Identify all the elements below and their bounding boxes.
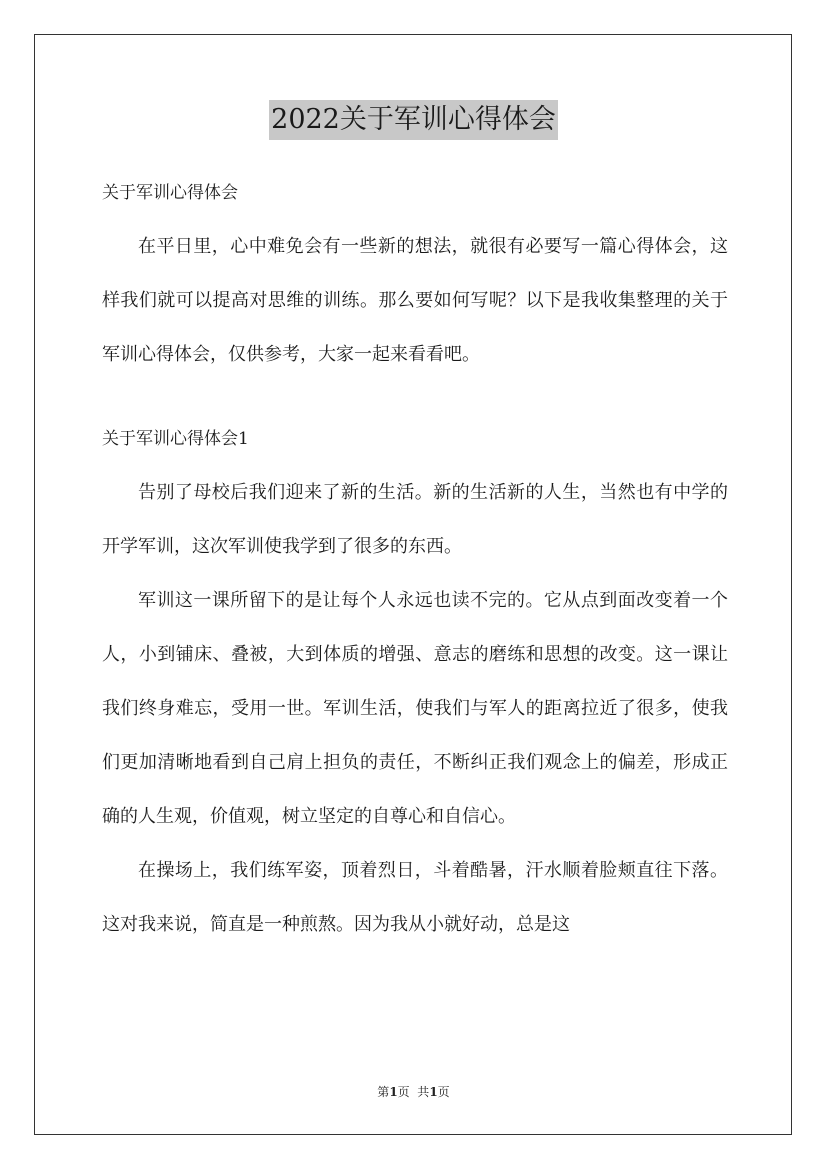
page-label-suffix: 页: [437, 1085, 450, 1099]
page-current-number: 1: [389, 1085, 398, 1099]
page-footer: [0, 1083, 827, 1101]
body-paragraph-3: 在操场上，我们练军姿，顶着烈日，斗着酷暑，汗水顺着脸颊直往下落。这对我来说，简直是一种煎熬。因为我从小就好动，总是这: [102, 860, 728, 935]
document-subtitle: 关于军训心得体会: [102, 183, 238, 203]
section-title: 关于军训心得体会1: [102, 429, 249, 449]
page-label-prefix: 第: [377, 1085, 390, 1099]
body-paragraph-2: 军训这一课所留下的是让每个人永远也读不完的。它从点到面改变着一个人，小到铺床、叠被，大到体质的增强、意志的磨练和思想的改变。这一课让我们终身难忘，受用一世。军训生活，使我们与军人的距离拉近了很多，使我们更加清晰地看到自己肩上担负的责任，不断纠正我们观念上的偏差，形成正确的人生观，价值观，树立坚定的自尊心和自信心。: [102, 590, 728, 827]
body-paragraph-1: 告别了母校后我们迎来了新的生活。新的生活新的人生，当然也有中学的开学军训，这次军训使我学到了很多的东西。: [102, 482, 728, 557]
document-body: [102, 176, 728, 952]
section-gap: [102, 382, 728, 422]
document-title: 2022关于军训心得体会: [269, 100, 558, 140]
intro-paragraph: 在平日里，心中难免会有一些新的想法，就很有必要写一篇心得体会，这样我们就可以提高对思维的训练。那么要如何写呢？以下是我收集整理的关于军训心得体会，仅供参考，大家一起来看看吧。: [102, 236, 728, 365]
page-label-mid: 页 共: [397, 1085, 430, 1099]
title-container: [0, 100, 827, 140]
page-total-number: 1: [429, 1085, 438, 1099]
